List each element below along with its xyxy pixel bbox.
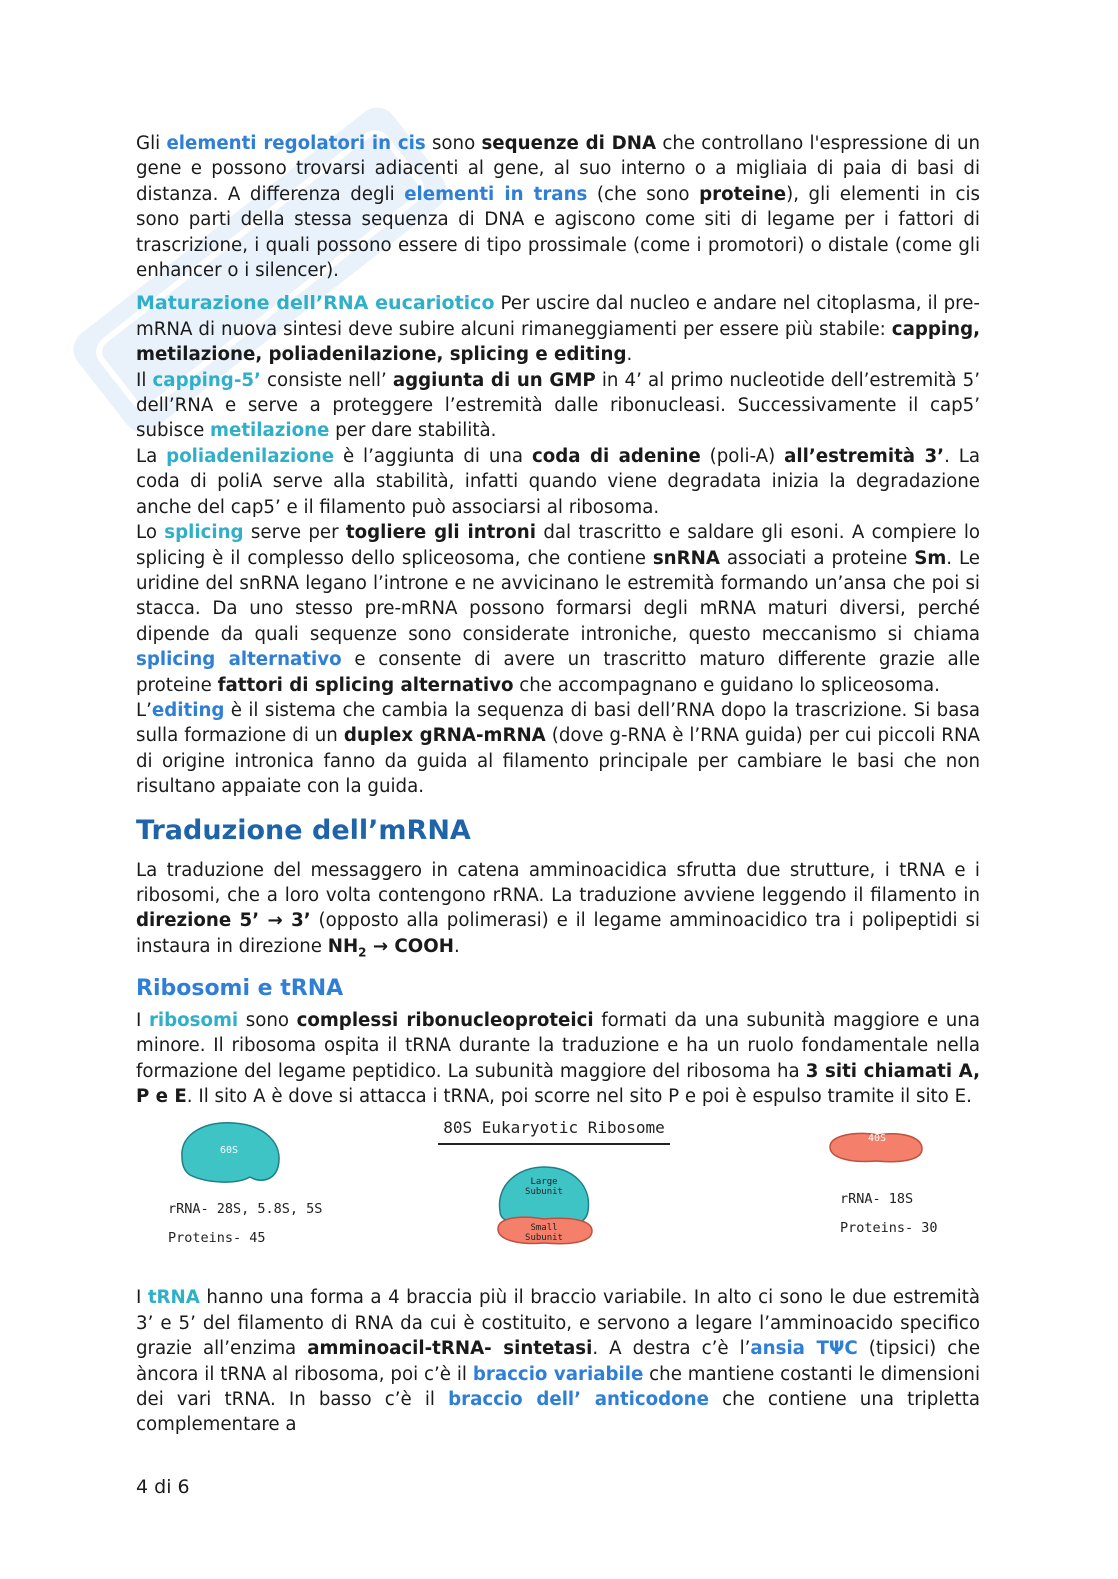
heading-traduzione: Traduzione dell’mRNA — [136, 814, 471, 846]
paragraph-maturazione: Maturazione dell’RNA eucariotico Per uscire dal nucleo e andare nel citoplasma, il pre-mRNA di nuova sintesi deve subire alcuni rimaneggiamenti per essere più stabile: capping, metilazione, poliadenilazione, splicing e editing. — [136, 292, 980, 366]
page-number: 4 di 6 — [136, 1476, 190, 1498]
center-large-label: Large Subunit — [525, 1177, 563, 1198]
ribosome-figure — [136, 1115, 980, 1275]
paragraph-capping: Il capping-5’ consiste nell’ aggiunta di un GMP in 4’ al primo nucleotide dell’estremità 5’ dell’RNA e serve a proteggere l’estremità dalle ribonucleasi. Successivamente il cap5’ subisce metilazione per dare stabilità. — [136, 369, 981, 442]
figure-title-rule — [438, 1143, 670, 1145]
paragraph-trna: I tRNA hanno una forma a 4 braccia più il braccio variabile. In alto ci sono le due estremità 3’ e 5’ del filamento di RNA da cui è costituito, e servono a legare l’amminoacido specifico grazie all’enzima amminoacil-tRNA- sintetasi. A destra c’è l’ansia TΨC (tipsici) che àncora il tRNA al ribosoma, poi c’è il braccio variabile che mantiene costanti le dimensioni dei vari tRNA. In basso c’è il braccio dell’ anticodone che contiene una tripletta complementare a — [136, 1287, 981, 1436]
large-subunit-label: 60S — [220, 1145, 239, 1157]
center-small-label: Small Subunit — [525, 1223, 563, 1244]
paragraph-traduzione: La traduzione del messaggero in catena amminoacidica sfrutta due strutture, i tRNA e i ribosomi, che a loro volta contengono rRNA. La traduzione avviene leggendo il filamento in direzione 5’ → 3’ (opposto alla polimerasi) e il legame amminoacidico tra i polipeptidi si instaura in direzione $NH_2$ → COOH. — [136, 859, 980, 960]
paragraph-editing: L’editing è il sistema che cambia la sequenza di basi dell’RNA dopo la trascrizione. Si basa sulla formazione di un duplex gRNA-mRNA (dove g-RNA è l’RNA guida) per cui piccoli RNA di origine intronica fanno da guida al filamento principale per cambiare le basi che non risultano appaiate con la guida. — [136, 699, 980, 798]
small-subunit-label: 40S — [868, 1133, 887, 1145]
paragraph-splicing: Lo splicing serve per togliere gli introni dal trascritto e saldare gli esoni. A compiere lo splicing è il complesso dello spliceosoma, che contiene snRNA associati a proteine Sm. Le uridine del snRNA legano l’introne e ne avvicinano le estremità formando un’ansa che poi si stacca. Da uno stesso pre-mRNA possono formarsi degli mRNA maturi diversi, perché dipende da quali sequenze sono considerate introniche, questo meccanismo si chiama splicing alternativo e consente di avere un trascritto maturo differente grazie alle proteine fattori di splicing alternativo che accompagnano e guidano lo spliceosoma. — [136, 522, 980, 696]
small-rrna-label: rRNA- 18S — [840, 1191, 914, 1208]
figure-title: 80S Eukaryotic Ribosome — [443, 1118, 665, 1138]
paragraph-cis: Gli elementi regolatori in cis sono sequenze di DNA che controllano l'espressione di un gene e possono trovarsi adiacenti al gene, al suo interno o a migliaia di paia di basi di distanza. A differenza degli elementi in trans (che sono proteine), gli elementi in cis sono parti della stessa sequenza di DNA e agiscono come siti di legame per i fattori di trascrizione, i quali possono essere di tipo prossimale (come i promotori) o distale (come gli enhancer o i silencer). — [136, 133, 981, 282]
small-proteins-label: Proteins- 30 — [840, 1220, 938, 1237]
large-rrna-label: rRNA- 28S, 5.8S, 5S — [168, 1201, 323, 1218]
paragraph-poliadenilazione: La poliadenilazione è l’aggiunta di una coda di adenine (poli-A) all’estremità 3’. La coda di poliA serve alla stabilità, infatti quando viene degradata inizia la degradazione anche del cap5’ e il filamento può associarsi al ribosoma. — [136, 445, 981, 518]
paragraph-ribosomi: I ribosomi sono complessi ribonucleoproteici formati da una subunità maggiore e una minore. Il ribosoma ospita il tRNA durante la traduzione e ha un ruolo fondamentale nella formazione del legame peptidico. La subunità maggiore del ribosoma ha 3 siti chiamati A, P e E. Il sito A è dove si attacca i tRNA, poi scorre nel sito P e poi è espulso tramite il sito E. — [136, 1009, 980, 1108]
heading-ribosomi: Ribosomi e tRNA — [136, 975, 344, 1001]
large-proteins-label: Proteins- 45 — [168, 1230, 266, 1247]
